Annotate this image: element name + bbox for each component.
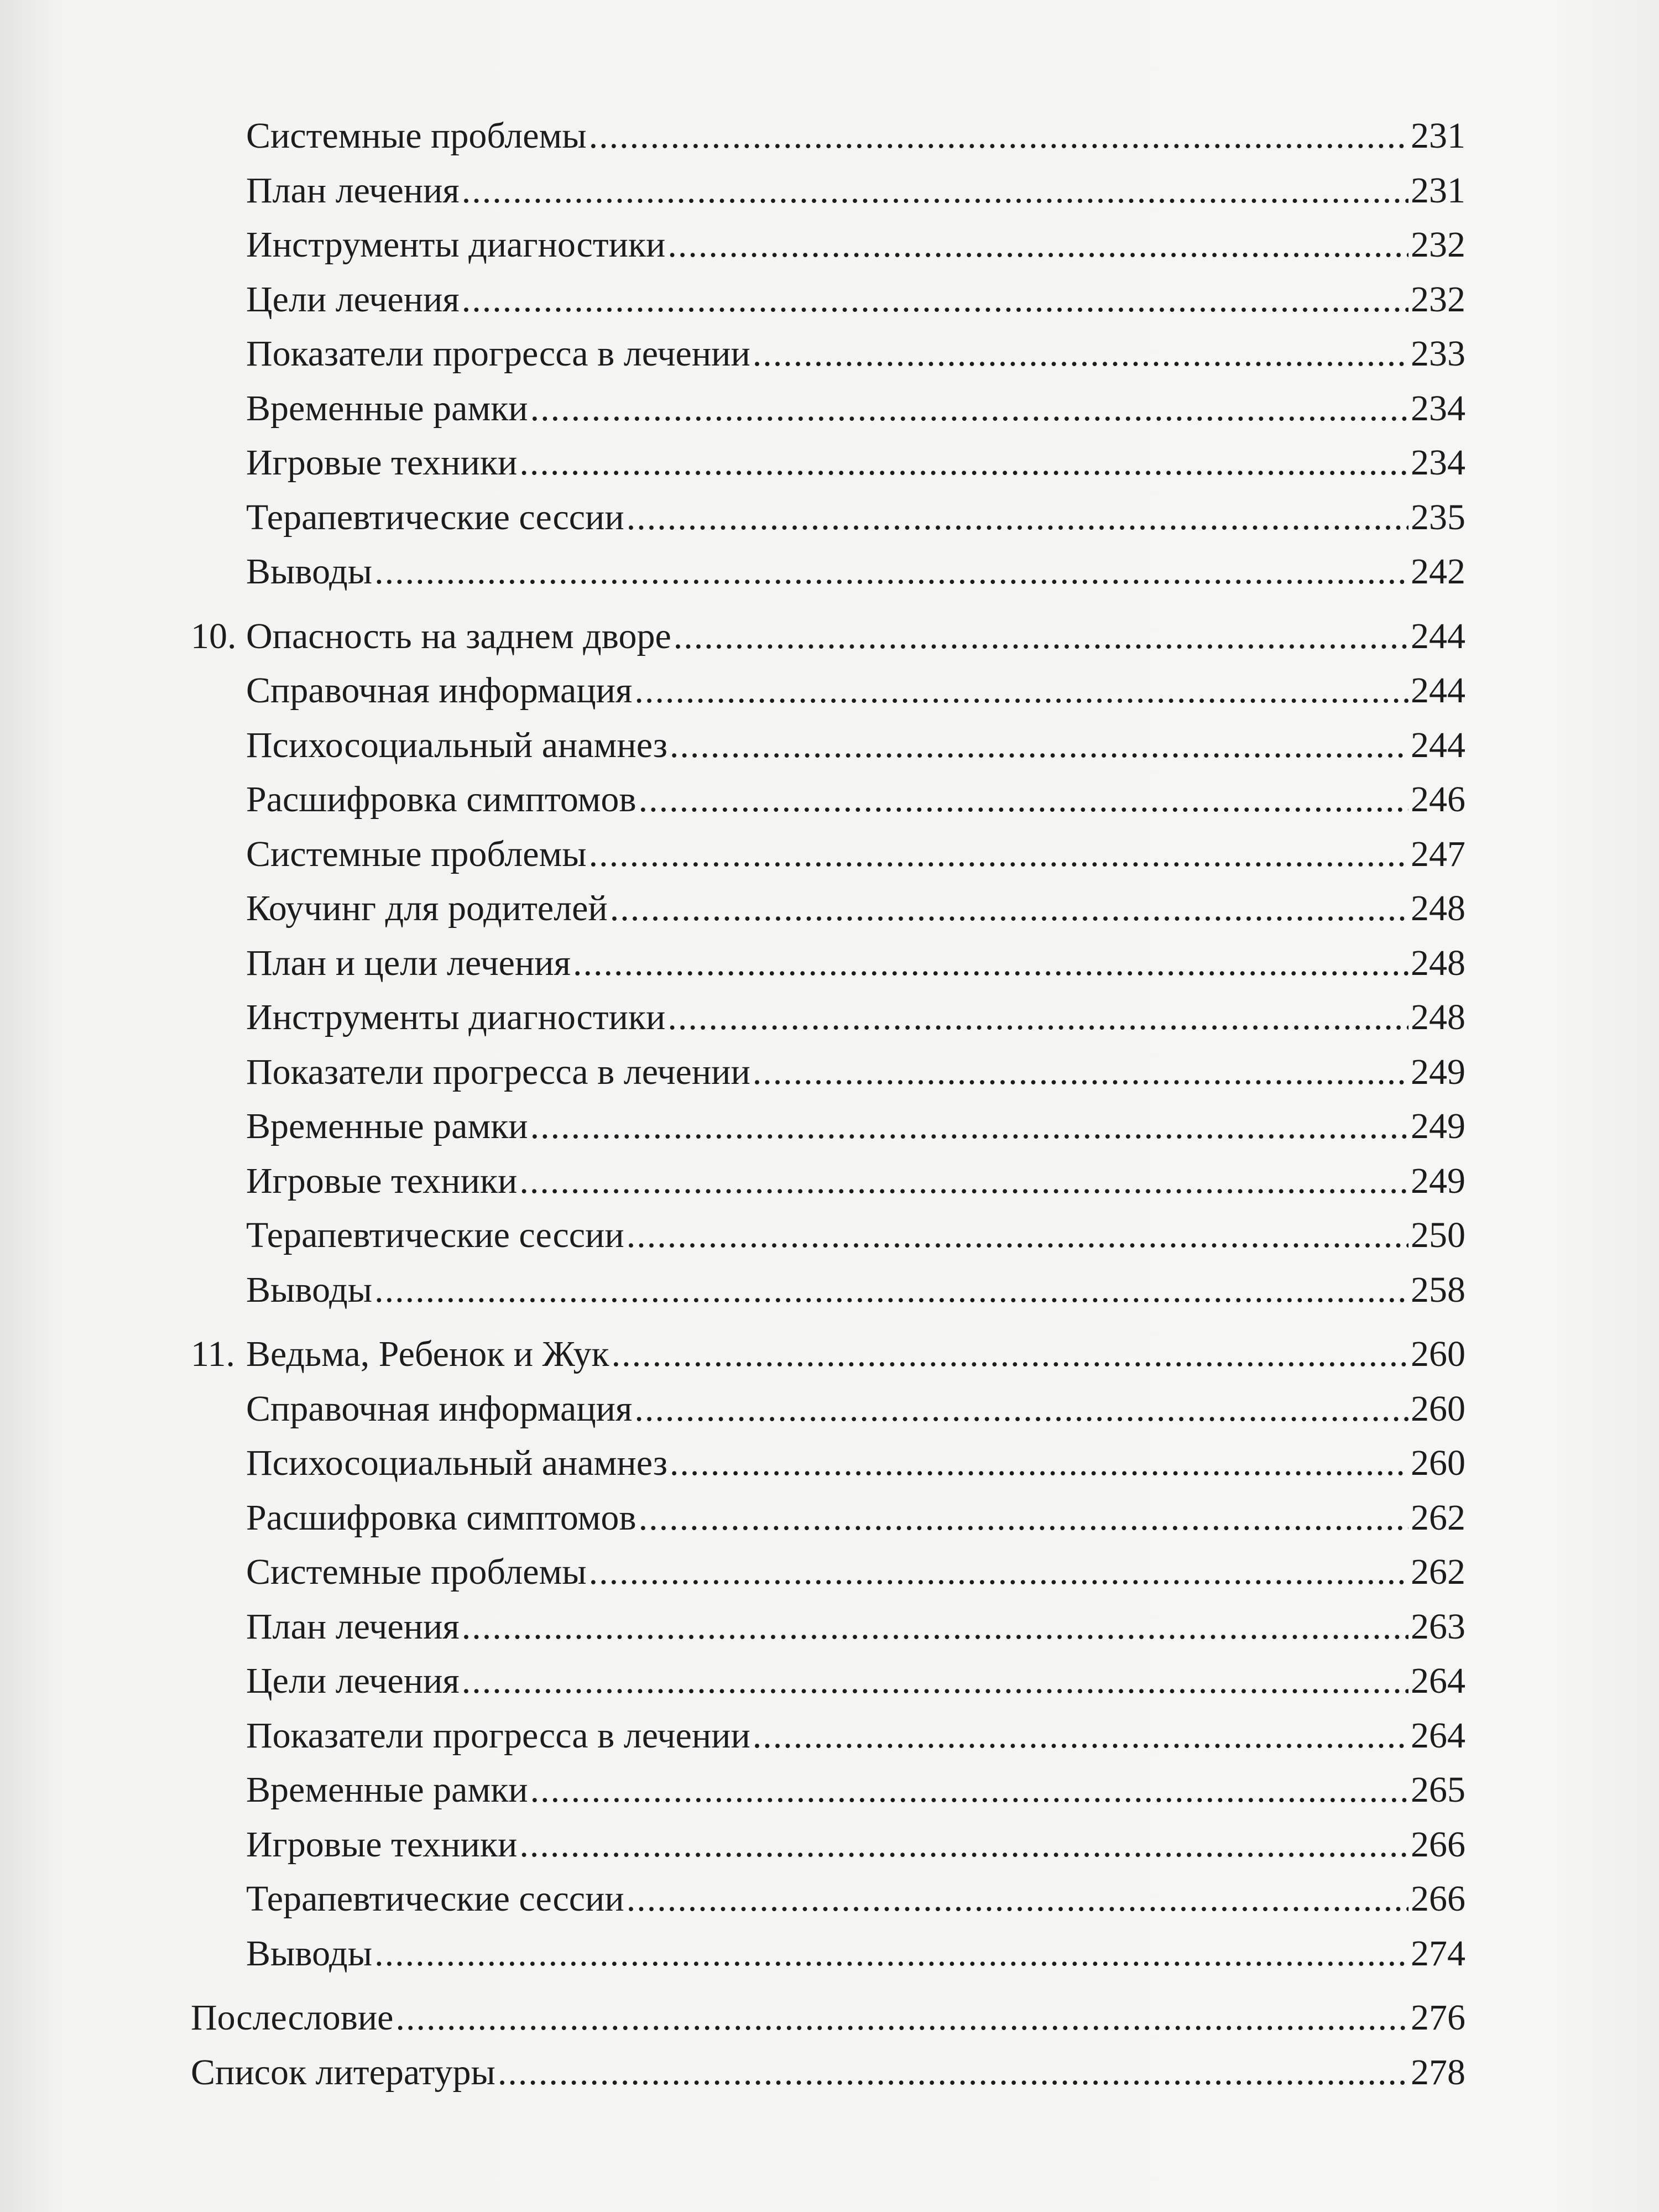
toc-entry bbox=[246, 545, 1465, 598]
toc-entry bbox=[246, 1046, 1465, 1099]
toc-entry bbox=[246, 218, 1465, 272]
toc-page-number: 258 bbox=[1411, 1269, 1465, 1310]
toc-entry bbox=[191, 610, 1465, 663]
toc-entry bbox=[246, 1383, 1465, 1436]
chapter-number: 10. bbox=[191, 615, 237, 656]
toc-entry bbox=[246, 991, 1465, 1044]
toc-page-number: 278 bbox=[1411, 2052, 1465, 2093]
toc-entry bbox=[246, 164, 1465, 217]
toc-page-number: 264 bbox=[1411, 1715, 1465, 1756]
toc-entry-title: Показатели прогресса в лечении bbox=[246, 1715, 750, 1756]
chapter-number: 11. bbox=[191, 1334, 236, 1374]
toc-page-number: 232 bbox=[1411, 225, 1465, 265]
dot-leader bbox=[519, 1818, 1408, 1871]
toc-entry bbox=[246, 1764, 1465, 1817]
toc-page-number: 260 bbox=[1411, 1388, 1465, 1429]
toc-entry-title: Игровые техники bbox=[246, 1160, 518, 1201]
toc-entry-title: Временные рамки bbox=[246, 388, 528, 429]
dot-leader bbox=[519, 436, 1408, 489]
toc-entry bbox=[246, 937, 1465, 990]
toc-entry-title: Игровые техники bbox=[246, 442, 518, 483]
toc-entry-title: Расшифровка симптомов bbox=[246, 1497, 637, 1538]
toc-entry bbox=[246, 1927, 1465, 1980]
toc-page-number: 250 bbox=[1411, 1215, 1465, 1255]
dot-leader bbox=[667, 218, 1408, 272]
toc-entry bbox=[246, 1437, 1465, 1490]
toc-page-number: 263 bbox=[1411, 1606, 1465, 1647]
dot-leader bbox=[530, 1100, 1408, 1153]
toc-page-number: 266 bbox=[1411, 1879, 1465, 1919]
dot-leader bbox=[639, 773, 1408, 826]
toc-entry-title: Игровые техники bbox=[246, 1824, 518, 1865]
dot-leader bbox=[627, 1209, 1408, 1262]
toc-entry bbox=[246, 327, 1465, 380]
toc-page-number: 234 bbox=[1411, 388, 1465, 429]
toc-page-number: 231 bbox=[1411, 116, 1465, 156]
toc-page-number: 249 bbox=[1411, 1051, 1465, 1092]
toc-page-number: 249 bbox=[1411, 1106, 1465, 1146]
dot-leader bbox=[612, 1328, 1408, 1381]
toc-entry bbox=[246, 828, 1465, 881]
dot-leader bbox=[753, 1046, 1408, 1099]
toc-entry-title: Психосоциальный анамнез bbox=[246, 724, 667, 765]
toc-entry bbox=[246, 273, 1465, 326]
toc-entry-title: План лечения bbox=[246, 1606, 460, 1647]
toc-entry-title: Ведьма, Ребенок и Жук bbox=[246, 1334, 609, 1374]
dot-leader bbox=[462, 1600, 1408, 1653]
dot-leader bbox=[667, 991, 1408, 1044]
toc-entry-title: Цели лечения bbox=[246, 279, 460, 320]
toc-page-number: 248 bbox=[1411, 997, 1465, 1037]
toc-page-number: 262 bbox=[1411, 1497, 1465, 1538]
toc-entry bbox=[246, 491, 1465, 544]
toc-entry-title: Выводы bbox=[246, 551, 373, 592]
toc-entry-title: Психосоциальный анамнез bbox=[246, 1443, 667, 1483]
toc-page-number: 264 bbox=[1411, 1661, 1465, 1701]
toc-page-number: 242 bbox=[1411, 551, 1465, 592]
dot-leader bbox=[519, 1155, 1408, 1208]
toc-entry-title: Цели лечения bbox=[246, 1661, 460, 1701]
toc-page-number: 244 bbox=[1411, 615, 1465, 656]
dot-leader bbox=[670, 719, 1408, 772]
toc-entry bbox=[246, 1491, 1465, 1545]
toc-entry-title: Системные проблемы bbox=[246, 1552, 587, 1592]
toc-page-number: 244 bbox=[1411, 724, 1465, 765]
toc-page-number: 276 bbox=[1411, 1997, 1465, 2038]
dot-leader bbox=[462, 273, 1408, 326]
toc-entry bbox=[246, 1600, 1465, 1653]
toc-entry-title: План лечения bbox=[246, 170, 460, 211]
dot-leader bbox=[374, 1264, 1408, 1317]
dot-leader bbox=[610, 882, 1408, 935]
toc-entry-title: План и цели лечения bbox=[246, 942, 571, 983]
toc-entry-title: Системные проблемы bbox=[246, 833, 587, 874]
toc-page-number: 262 bbox=[1411, 1552, 1465, 1592]
toc-entry bbox=[246, 1709, 1465, 1762]
dot-leader bbox=[462, 164, 1408, 217]
toc-entry bbox=[246, 1209, 1465, 1262]
toc-entry-title: Терапевтические сессии bbox=[246, 1879, 624, 1919]
toc-entry bbox=[246, 382, 1465, 435]
toc-entry bbox=[246, 719, 1465, 772]
toc-entry-title: Справочная информация bbox=[246, 670, 633, 711]
toc-entry bbox=[246, 1818, 1465, 1871]
dot-leader bbox=[530, 1764, 1408, 1817]
dot-leader bbox=[530, 382, 1408, 435]
toc-entry bbox=[246, 1546, 1465, 1599]
toc-entry bbox=[246, 436, 1465, 489]
toc-page-number: 248 bbox=[1411, 888, 1465, 928]
toc-entry bbox=[246, 773, 1465, 826]
dot-leader bbox=[462, 1655, 1408, 1708]
dot-leader bbox=[395, 1991, 1408, 2044]
toc-entry-title: Временные рамки bbox=[246, 1106, 528, 1146]
toc-entry bbox=[191, 2046, 1465, 2099]
toc-page-number: 266 bbox=[1411, 1824, 1465, 1865]
dot-leader bbox=[753, 327, 1408, 380]
toc-page-number: 260 bbox=[1411, 1334, 1465, 1374]
dot-leader bbox=[670, 1437, 1408, 1490]
toc-entry-title: Терапевтические сессии bbox=[246, 497, 624, 538]
toc-page-number: 246 bbox=[1411, 779, 1465, 820]
toc-entry bbox=[246, 1264, 1465, 1317]
toc-page-number: 235 bbox=[1411, 497, 1465, 538]
toc-entry-title: Терапевтические сессии bbox=[246, 1215, 624, 1255]
dot-leader bbox=[589, 828, 1408, 881]
toc-entry bbox=[191, 1328, 1465, 1381]
toc-entry bbox=[246, 882, 1465, 935]
toc-entry-title: Системные проблемы bbox=[246, 116, 587, 156]
toc-page-number: 231 bbox=[1411, 170, 1465, 211]
toc-page-number: 233 bbox=[1411, 333, 1465, 374]
toc-entry-title: Показатели прогресса в лечении bbox=[246, 333, 750, 374]
dot-leader bbox=[573, 937, 1408, 990]
dot-leader bbox=[498, 2046, 1408, 2099]
toc-entry-title: Временные рамки bbox=[246, 1770, 528, 1810]
toc-entry-title: Выводы bbox=[246, 1933, 373, 1974]
toc-entry-title: Расшифровка симптомов bbox=[246, 779, 637, 820]
dot-leader bbox=[634, 1383, 1408, 1436]
toc-entry-title: Опасность на заднем дворе bbox=[246, 615, 671, 656]
toc-entry-title: Выводы bbox=[246, 1269, 373, 1310]
toc-page-number: 260 bbox=[1411, 1443, 1465, 1483]
toc-entry bbox=[246, 1155, 1465, 1208]
dot-leader bbox=[674, 610, 1408, 663]
toc-page-number: 234 bbox=[1411, 442, 1465, 483]
dot-leader bbox=[627, 1872, 1408, 1926]
toc-page-number: 249 bbox=[1411, 1160, 1465, 1201]
toc-entry-title: Справочная информация bbox=[246, 1388, 633, 1429]
toc-entry-title: Коучинг для родителей bbox=[246, 888, 608, 928]
toc-page-number: 265 bbox=[1411, 1770, 1465, 1810]
toc-page-number: 248 bbox=[1411, 942, 1465, 983]
dot-leader bbox=[589, 109, 1408, 163]
toc-entry bbox=[246, 109, 1465, 163]
toc-entry bbox=[246, 1655, 1465, 1708]
toc-page-number: 244 bbox=[1411, 670, 1465, 711]
toc-entry bbox=[191, 1991, 1465, 2044]
dot-leader bbox=[374, 1927, 1408, 1980]
dot-leader bbox=[753, 1709, 1408, 1762]
dot-leader bbox=[639, 1491, 1408, 1545]
dot-leader bbox=[634, 664, 1408, 717]
toc-page-number: 247 bbox=[1411, 833, 1465, 874]
dot-leader bbox=[589, 1546, 1408, 1599]
toc-entry-title: Инструменты диагностики bbox=[246, 225, 666, 265]
toc-entry-title: Список литературы bbox=[191, 2052, 495, 2093]
toc-page-number: 274 bbox=[1411, 1933, 1465, 1974]
toc-entry bbox=[246, 1100, 1465, 1153]
dot-leader bbox=[627, 491, 1408, 544]
toc-entry-title: Послесловие bbox=[191, 1997, 394, 2038]
toc-entry bbox=[246, 664, 1465, 717]
toc-page-number: 232 bbox=[1411, 279, 1465, 320]
dot-leader bbox=[374, 545, 1408, 598]
toc-entry-title: Показатели прогресса в лечении bbox=[246, 1051, 750, 1092]
toc-entry bbox=[246, 1872, 1465, 1926]
toc-entry-title: Инструменты диагностики bbox=[246, 997, 666, 1037]
